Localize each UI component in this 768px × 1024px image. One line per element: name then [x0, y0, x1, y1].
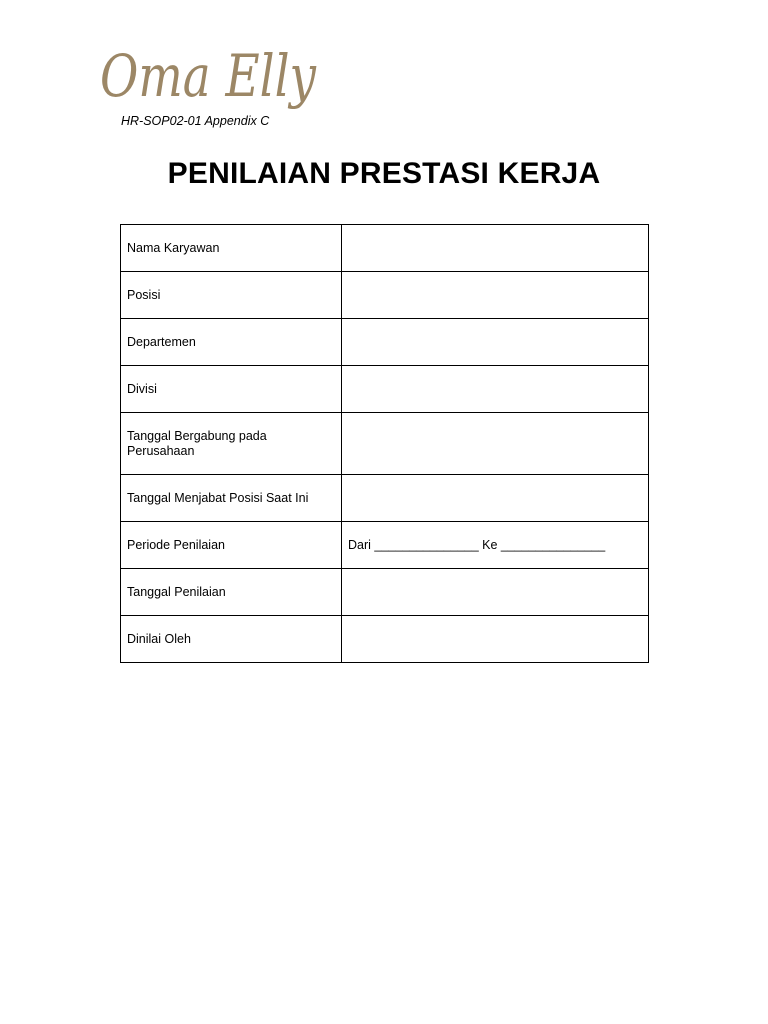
document-code: HR-SOP02-01 Appendix C — [121, 114, 270, 128]
row-label-posisi: Posisi — [121, 272, 342, 319]
field-tanggal-bergabung[interactable] — [342, 413, 649, 475]
field-periode-penilaian[interactable]: Dari _______________ Ke _______________ — [342, 522, 649, 569]
field-tanggal-penilaian[interactable] — [342, 569, 649, 616]
brand-logo-mark — [96, 34, 326, 120]
row-label-tanggal-menjabat: Tanggal Menjabat Posisi Saat Ini — [121, 475, 342, 522]
field-posisi[interactable] — [342, 272, 649, 319]
field-nama-karyawan[interactable] — [342, 225, 649, 272]
row-label-departemen: Departemen — [121, 319, 342, 366]
table-row — [121, 319, 649, 366]
table-row — [121, 569, 649, 616]
brand-logo-text: Oma Elly — [100, 42, 317, 110]
table-row — [121, 272, 649, 319]
row-label-dinilai-oleh: Dinilai Oleh — [121, 616, 342, 663]
table-row — [121, 616, 649, 663]
field-divisi[interactable] — [342, 366, 649, 413]
row-label-divisi: Divisi — [121, 366, 342, 413]
employee-info-table — [120, 224, 649, 663]
row-label-tanggal-bergabung: Tanggal Bergabung pada Perusahaan — [121, 413, 342, 475]
row-label-periode-penilaian: Periode Penilaian — [121, 522, 342, 569]
table-row — [121, 225, 649, 272]
page-title: PENILAIAN PRESTASI KERJA — [167, 157, 601, 190]
row-label-tanggal-penilaian: Tanggal Penilaian — [121, 569, 342, 616]
table-row — [121, 475, 649, 522]
table-row — [121, 413, 649, 475]
brand-logo — [96, 34, 326, 120]
field-tanggal-menjabat[interactable] — [342, 475, 649, 522]
row-label-nama-karyawan: Nama Karyawan — [121, 225, 342, 272]
table-row — [121, 366, 649, 413]
table-row — [121, 522, 649, 569]
field-departemen[interactable] — [342, 319, 649, 366]
field-dinilai-oleh[interactable] — [342, 616, 649, 663]
